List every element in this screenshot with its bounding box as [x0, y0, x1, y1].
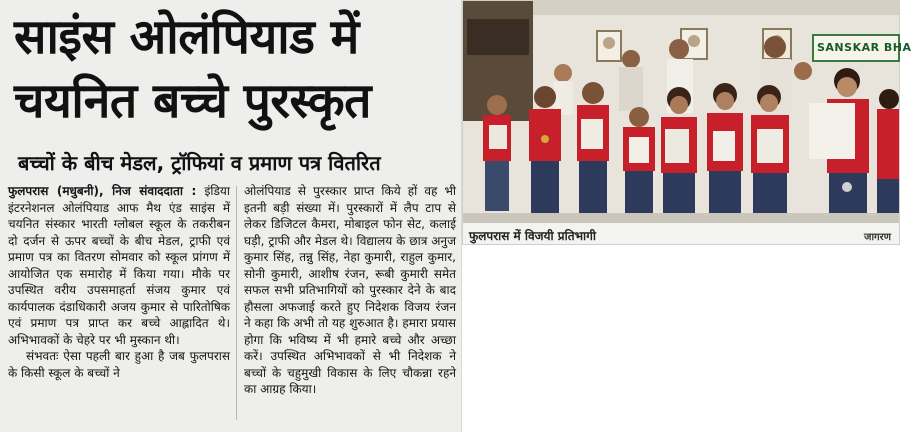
- article-paragraph-3: ओलंपियाड से पुरस्कार प्राप्त किये हों वह भी इतनी बड़ी संख्या में। पुरस्कारों में लैप टाप से लेकर डिजिटल कैमरा, मोबाइल फोन सेट, कलाई घड़ी, ट्राफी और मेडल थे। विद्यालय के छात्र अनुज कुमार सिंह, तन्नु सिंह, नेहा कुमारी, राहुल कुमार, सोनी कुमारी, आशीष रंजन, रूबी कुमारी समेत सफल सभी प्रतिभागियों को पुरस्कार देने के बाद हौसला अफजाई करते हुए निदेशक विजय रंजन ने कहा कि अभी तो यह शुरुआत है। हमारा प्रयास होगा कि भविष्य में भी हमारे बच्चे और अच्छा करें। उपस्थित अभिभावकों से भी निदेशक ने बच्चों के चहुमुखी विकास के लिए चौकन्ना रहने का आग्रह किया।: [244, 184, 456, 396]
- photo-caption: फुलपरास में विजयी प्रतिभागी: [469, 229, 596, 243]
- banner-text: SANSKAR BHA: [817, 41, 912, 54]
- dateline: फुलपरास (मधुबनी), निज संवाददाता :: [8, 184, 197, 198]
- article-column-1: [8, 183, 230, 381]
- photo-credit: जागरण: [864, 232, 891, 243]
- article-paragraph-1: [8, 183, 230, 348]
- article-paragraph-2: संभवतः ऐसा पहली बार हुआ है जब फुलपरास के किसी स्कूल के बच्चों ने: [8, 349, 230, 380]
- article-column-2: [244, 183, 456, 398]
- news-photo-panel: [462, 0, 912, 245]
- headline-line-2: चयनित बच्चे पुरस्कृत: [14, 73, 371, 129]
- column-divider: [236, 186, 237, 420]
- group-photo-of-students: [463, 1, 912, 223]
- subheadline: बच्चों के बीच मेडल, ट्रॉफियां व प्रमाण पत्र वितरित: [18, 151, 381, 175]
- article-paragraph-1-text: इंडिया इंटरनेशनल ओलंपियाड आफ मैथ एंड साइंस में चयनित संस्कार भारती ग्लोबल स्कूल के तकरीबन दो दर्जन से ऊपर बच्चों के बीच मेडल, ट्राफी एवं प्रमाण पत्र का वितरण सोमवार को स्कूल प्रांगण में आयोजित एक समारोह में किया गया। मौके पर उपस्थित वरीय उपसमाहर्ता संजय कुमार एवं कार्यपालक दंडाधिकारी अजय कुमार से पारितोषिक एवं प्रमाण पत्र प्राप्त कर बच्चे आह्लादित थे। अभिभावकों के चेहरे पर भी मुस्कान थी।: [8, 184, 230, 347]
- headline-line-1: साइंस ओलंपियाड में: [14, 9, 359, 65]
